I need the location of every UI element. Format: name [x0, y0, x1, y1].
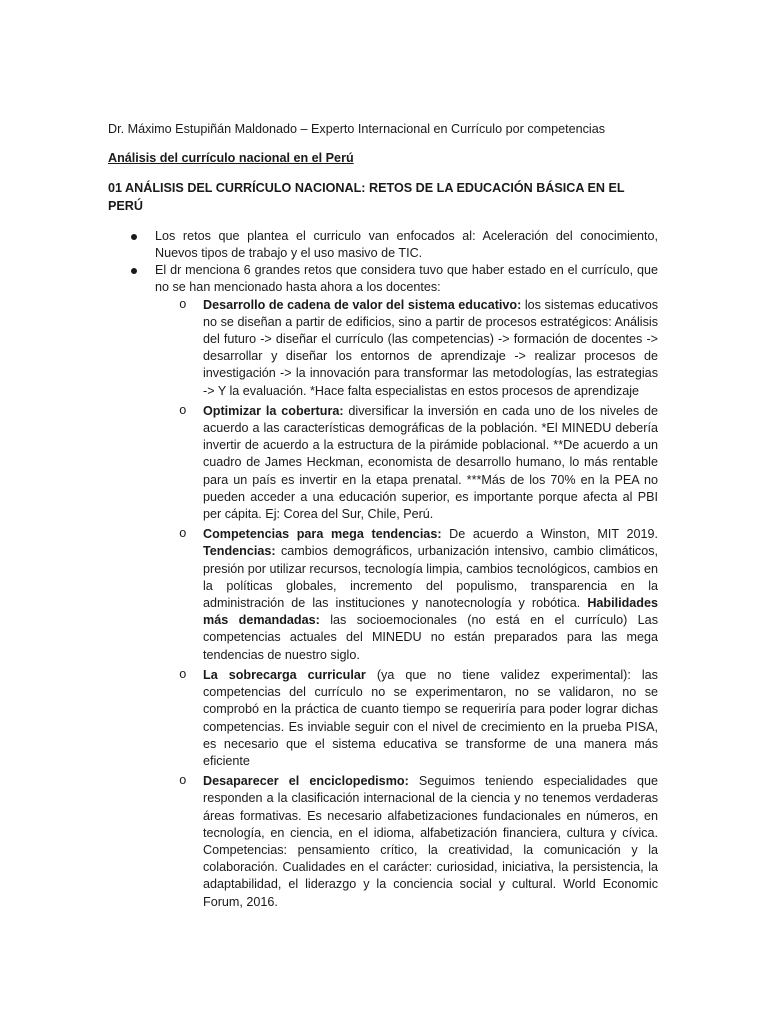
bullet-list: [108, 228, 658, 911]
bullet-item: [108, 228, 658, 262]
circle-bullet-icon: o: [179, 527, 187, 542]
sub-item-text: diversificar la inversión en cada uno de los niveles de acuerdo a las características demográficas de la población. *El MINEDU debería invertir de acuerdo a la estructura de la pirámide poblacional. **De acuerdo a un cuadro de James Heckman, economista de desarrollo humano, lo más rentable para un país es invertir en la etapa prenatal. ***Más de los 70% en la PEA no pueden acceder a una educación superior, es importante porque afecta al PBI per cápita. Ej: Corea del Sur, Chile, Perú.: [203, 403, 658, 522]
sub-bullet-item: [108, 667, 658, 770]
bullet-text: El dr menciona 6 grandes retos que considera tuvo que haber estado en el currículo, que no se han mencionado hasta ahora a los docentes:: [155, 263, 658, 295]
author-line: Dr. Máximo Estupiñán Maldonado – Experto Internacional en Currículo por competencias: [108, 122, 606, 136]
bullet-dot-icon: [131, 234, 137, 240]
circle-bullet-icon: o: [179, 403, 187, 418]
bullet-text: Los retos que plantea el curriculo van enfocados al: Aceleración del conocimiento, Nuevos tipos de trabajo y el uso masivo de TIC.: [155, 228, 658, 261]
sub-item-title: La sobrecarga curricular: [203, 667, 366, 682]
circle-bullet-icon: o: [179, 297, 187, 312]
sub-item-title: Competencias para mega tendencias:: [203, 527, 442, 542]
sub-item-title: Optimizar la cobertura:: [203, 403, 344, 418]
bullet-item: [108, 262, 658, 911]
sub-item-text: (ya que no tiene validez experimental): las competencias del currículo no se experimentaron, no se validaron, no se comprobó en la práctica de cuanto tiempo se requeriría para poder lograr dichas competencias. Es inviable seguir con el nivel de crecimiento en la prueba PISA, es necesario que el sistema educativa se transforme de una manera más eficiente: [203, 667, 658, 768]
sub-bullet-item: [108, 403, 658, 523]
sub-bullet-item: [108, 297, 658, 400]
sub-item-text: los sistemas educativos no se diseñan a partir de edificios, sino a partir de procesos estratégicos: Análisis del futuro -> diseñar el currículo (las competencias) -> formación de docentes -> desarrollar y diseñar los entornos de aprendizaje -> realizar procesos de investigación -> la innovación para transformar las metodologías, las estrategias -> Y la evaluación. *Hace falta especialistas en estos procesos de aprendizaje: [203, 297, 658, 398]
bullet-dot-icon: [131, 268, 137, 274]
circle-bullet-icon: o: [179, 774, 187, 789]
document-body: [108, 121, 658, 914]
sub-item-text: Seguimos teniendo especialidades que responden a la clasificación internacional de la ciencia y no tenemos verdaderas áreas formativas. Es necesario alfabetizaciones fundacionales en números, en tecnología, en ciencia, en el idioma, alfabetización financiera, cultura y cívica. Competencias: pensamiento crítico, la creatividad, la comunicación y la colaboración. Cualidades en el carácter: curiosidad, iniciativa, la persistencia, la adaptabilidad, el liderazgo y la conciencia social y cultural. World Economic Forum, 2016.: [203, 774, 658, 909]
sub-bullet-list: [108, 297, 658, 911]
circle-bullet-icon: o: [179, 667, 187, 682]
sub-item-title: Desarrollo de cadena de valor del sistema educativo:: [203, 297, 522, 312]
sub-item-text: las socioemocionales (no está en el currículo) Las competencias actuales del MINEDU no están preparados para las mega tendencias de nuestro siglo.: [203, 613, 658, 662]
sub-bullet-item: [108, 773, 658, 911]
sub-item-title: Tendencias:: [203, 544, 276, 559]
sub-item-text: De acuerdo a Winston, MIT 2019.: [441, 527, 658, 542]
sub-item-title: Desaparecer el enciclopedismo:: [203, 774, 409, 789]
sub-item-title: Habilidades más demandadas:: [203, 596, 658, 628]
sub-item-text: cambios demográficos, urbanización intensivo, cambio climáticos, presión por utilizar recursos, tecnología limpia, cambios tecnológicos, cambios en la políticas globales, incremento del populismo, transparencia en la administración de las instituciones y nanotecnología y robótica.: [203, 544, 658, 611]
sub-bullet-item: [108, 526, 658, 664]
document-subtitle: Análisis del currículo nacional en el Perú: [108, 151, 354, 166]
section-heading: 01 ANÁLISIS DEL CURRÍCULO NACIONAL: RETOS DE LA EDUCACIÓN BÁSICA EN EL PERÚ: [108, 181, 625, 213]
